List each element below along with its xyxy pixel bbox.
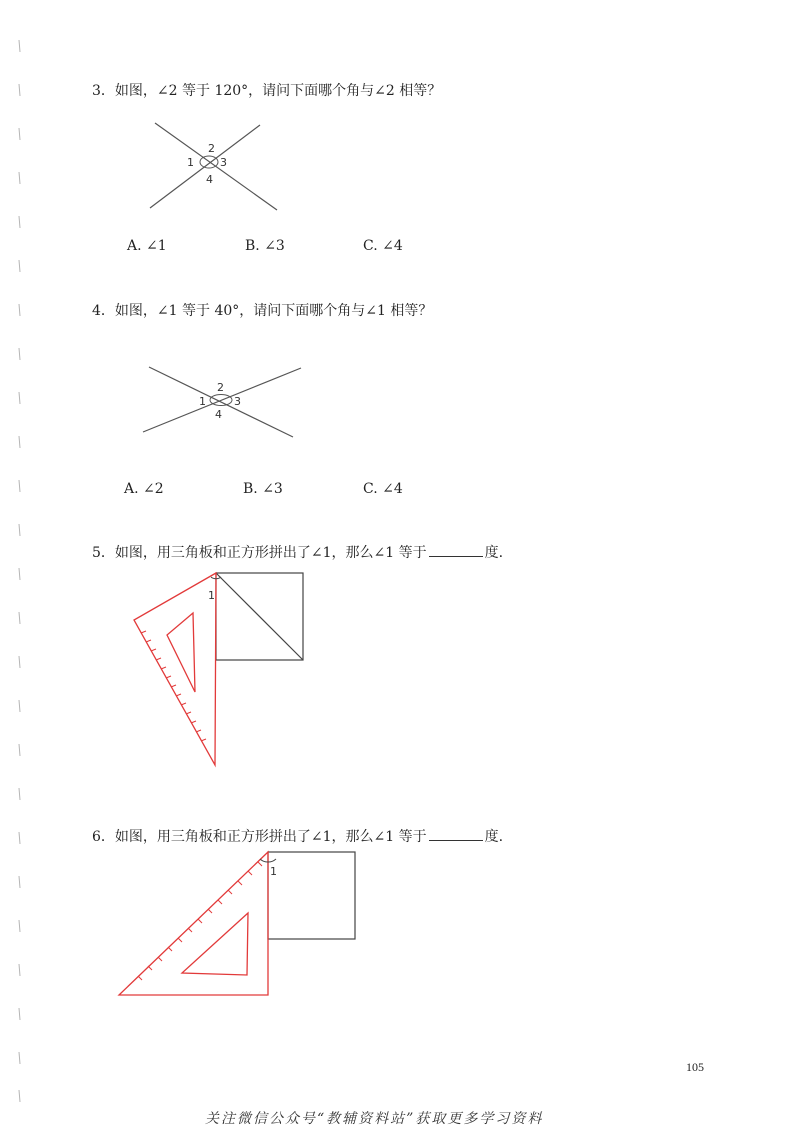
question-5-text-after: 度. [484, 545, 504, 561]
angle-label-1: 1 [270, 865, 277, 878]
set-square [134, 573, 216, 765]
question-3-intersecting-lines-figure [140, 115, 290, 215]
set-square-ruler-ticks [138, 862, 262, 980]
line-b [143, 368, 301, 432]
question-4-option-a[interactable]: A. ∠2 [124, 481, 164, 497]
question-4-intersecting-lines-figure [135, 360, 310, 445]
angle-label-1: 1 [187, 156, 194, 169]
set-square [119, 852, 268, 995]
question-5-text-before: 5．如图，用三角板和正方形拼出了∠1，那么∠1 等于 [92, 545, 427, 561]
line-a [155, 123, 277, 210]
question-4-option-c[interactable]: C. ∠4 [363, 481, 403, 497]
angle-label-3: 3 [234, 395, 241, 408]
angle-label-2: 2 [217, 381, 224, 394]
question-5-answer-blank[interactable] [429, 544, 483, 557]
binding-margin-ticks [0, 0, 30, 1131]
angle-label-1: 1 [199, 395, 206, 408]
question-3-text: 3．如图，∠2 等于 120°，请问下面哪个角与∠2 相等？ [92, 83, 442, 99]
angle-label-3: 3 [220, 156, 227, 169]
question-5-text [92, 542, 503, 562]
angle-label-4: 4 [206, 173, 213, 186]
square-diagonal [216, 573, 303, 660]
line-b [150, 125, 260, 208]
question-6-text-after: 度. [484, 829, 504, 845]
question-6-text-before: 6．如图，用三角板和正方形拼出了∠1，那么∠1 等于 [92, 829, 427, 845]
question-3-option-b[interactable]: B. ∠3 [245, 238, 285, 254]
page-number: 105 [686, 1060, 704, 1074]
angle-label-2: 2 [208, 142, 215, 155]
question-3-option-c[interactable]: C. ∠4 [363, 238, 403, 254]
angle-label-4: 4 [215, 408, 222, 421]
footer-promo-text: 关注微信公众号“教辅资料站”获取更多学习资料 [205, 1111, 544, 1127]
square [268, 852, 355, 939]
question-6-triangle-square-figure [110, 845, 365, 1005]
question-4-text: 4．如图，∠1 等于 40°，请问下面哪个角与∠1 相等？ [92, 303, 433, 319]
question-6-text [92, 826, 503, 846]
question-6-answer-blank[interactable] [429, 828, 483, 841]
angle-label-1: 1 [208, 589, 215, 602]
question-4-option-b[interactable]: B. ∠3 [243, 481, 283, 497]
question-3-option-a[interactable]: A. ∠1 [127, 238, 167, 254]
question-5-triangle-square-figure [125, 565, 315, 775]
line-a [149, 367, 293, 437]
